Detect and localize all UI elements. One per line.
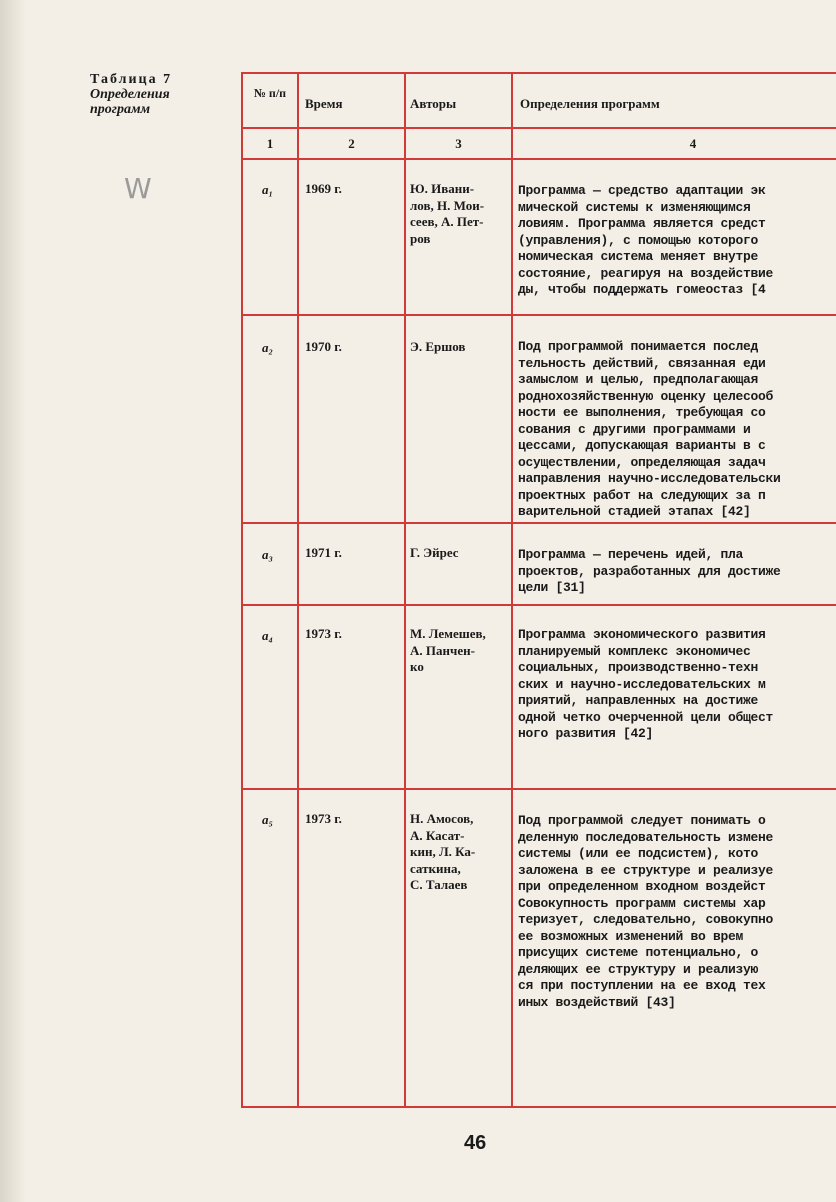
page-edge-shadow [0, 0, 26, 1202]
rule-row4-bottom [241, 788, 836, 790]
rule-row3-bottom [241, 604, 836, 606]
row-label: a₃ [262, 547, 274, 562]
row-authors: М. Лемешев, А. Панчен- ко [410, 626, 486, 674]
column-number-1: 1 [266, 136, 274, 151]
header-authors: Авторы [410, 96, 457, 111]
row-definition: Программа экономического развития планируемый комплекс экономичес социальных, производственно-техн ских и научно-исследовательских м приятий, направленных на достиже одной четко очерченной цели общест ного развития [42] [518, 627, 774, 741]
row-label: a₁ [262, 182, 274, 197]
row-time: 1971 г. [305, 545, 342, 560]
rule-col1 [297, 72, 299, 1108]
row-time: 1970 г. [305, 339, 342, 354]
row-definition: Под программой следует понимать о деленную последовательность измене системы (или ее подсистем), кото заложена в ее структуре и реализуе при определенном входном воздейст Совокупность программ системы хар теризует, следовательно, совокупно ее возможных изменений во врем присущих системе потенциально, о деляющих ее структуру и реализую ся при поступлении на ее вход тех иных воздействий [43] [518, 813, 774, 1010]
rule-col0 [241, 72, 243, 1108]
rule-colnum-bottom [241, 158, 836, 160]
row-time: 1973 г. [305, 626, 342, 641]
column-number-4: 4 [689, 136, 697, 151]
row-authors: Н. Амосов, А. Касат- кин, Л. Ка- саткина, С. Талаев [410, 811, 476, 892]
table-number: Таблица 7 [90, 72, 173, 87]
rule-top [241, 72, 836, 74]
row-definition: Программа — перечень идей, пла проектов, разработанных для достиже цели [31] [518, 547, 781, 595]
table-caption [90, 72, 220, 117]
row-definition: Под программой понимается послед тельность действий, связанная еди замыслом и целью, предполагающая роднохозяйственную оценку целесооб ности ее выполнения, требующая со сования с другими программами и цессами, допускающая варианты в с осуществлении, определяющая задач направления научно-исследовательски проектных работ на следующих за п варительной стадией этапах [42] [518, 339, 781, 519]
row-time: 1973 г. [305, 811, 342, 826]
row-definition: Программа — средство адаптации эк мической системы к изменяющимся ловиям. Программа является средст (управления), с помощью которого номическая система меняет внутре состояние, реагируя на воздействие ды, чтобы поддержать гомеостаз [4 [518, 183, 774, 297]
header-time: Время [305, 96, 343, 111]
column-number-3: 3 [455, 136, 462, 151]
header-number: № п/п [253, 86, 287, 100]
row-label: a₅ [262, 812, 274, 827]
rule-row2-bottom [241, 522, 836, 524]
row-authors: Г. Эйрес [410, 545, 459, 560]
header-definitions: Определения программ [520, 96, 660, 111]
rule-header-bottom [241, 127, 836, 129]
row-label: a₂ [262, 340, 274, 355]
rule-col3 [511, 72, 513, 1108]
row-authors: Ю. Ивани- лов, Н. Мои- сеев, А. Пет- ров [410, 181, 485, 246]
page-number: 46 [464, 1132, 487, 1154]
rule-bottom [241, 1106, 836, 1108]
column-number-2: 2 [348, 136, 355, 151]
handwritten-mark: W [124, 172, 152, 205]
rule-row1-bottom [241, 314, 836, 316]
table-title: Определения программ [90, 87, 170, 117]
row-label: a₄ [262, 628, 274, 643]
rule-col2 [404, 72, 406, 1108]
row-authors: Э. Ершов [410, 339, 466, 354]
row-time: 1969 г. [305, 181, 342, 196]
